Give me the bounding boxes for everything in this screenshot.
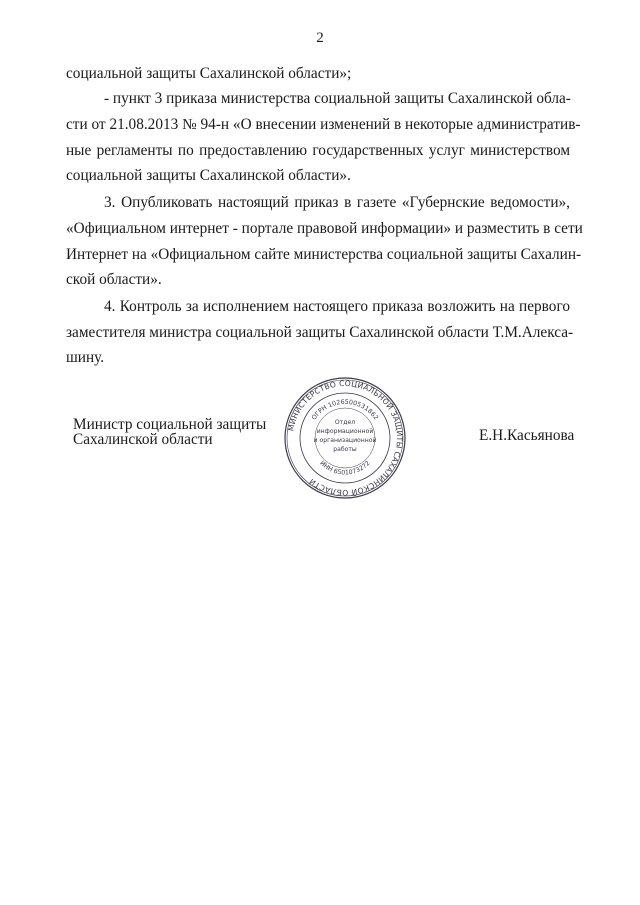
seal-outer-text: МИНИСТЕРСТВО СОЦИАЛЬНОЙ ЗАЩИТЫ САХАЛИНСКОЙ ОБЛАСТИ <box>286 378 405 498</box>
body-line: - пункт 3 приказа министерства социальной защиты Сахалинской обла- <box>104 90 571 107</box>
body-line: «Официальном интернет - портале правовой информации» и разместить в сети <box>66 220 583 237</box>
body-line: сти от 21.08.2013 № 94-н «О внесении изменений в некоторые административ- <box>66 116 581 133</box>
seal-center-line: и организационной <box>313 437 377 444</box>
official-seal-stamp <box>283 376 407 500</box>
body-line: заместителя министра социальной защиты Сахалинской области Т.М.Алекса- <box>66 324 574 341</box>
body-line: социальной защиты Сахалинской области»; <box>66 65 352 82</box>
body-line: шину. <box>66 349 105 366</box>
body-line: ской области». <box>66 271 162 288</box>
page-number: 2 <box>316 30 324 46</box>
seal-inn-text: ИНН 6501073272 <box>318 459 372 477</box>
signature-position-line2: Сахалинской области <box>73 431 213 448</box>
body-line: 3. Опубликовать настоящий приказ в газете «Губернские ведомости», <box>104 194 570 211</box>
body-line: 4. Контроль за исполнением настоящего приказа возложить на первого <box>104 298 570 315</box>
seal-ogrn-text: ОГРН 1026500531862 <box>310 398 380 422</box>
body-line: социальной защиты Сахалинской области». <box>66 167 351 184</box>
signature-name: Е.Н.Касьянова <box>479 427 575 444</box>
seal-center-line: Отдел <box>334 419 356 426</box>
seal-center-line: работы <box>333 446 357 453</box>
seal-center-line: информационной <box>316 428 374 435</box>
body-line: Интернет на «Официальном сайте министерства социальной защиты Сахалин- <box>66 246 582 263</box>
signature-position-line1: Министр социальной защиты <box>73 416 267 433</box>
body-line: ные регламенты по предоставлению государственных услуг министерством <box>66 142 570 159</box>
